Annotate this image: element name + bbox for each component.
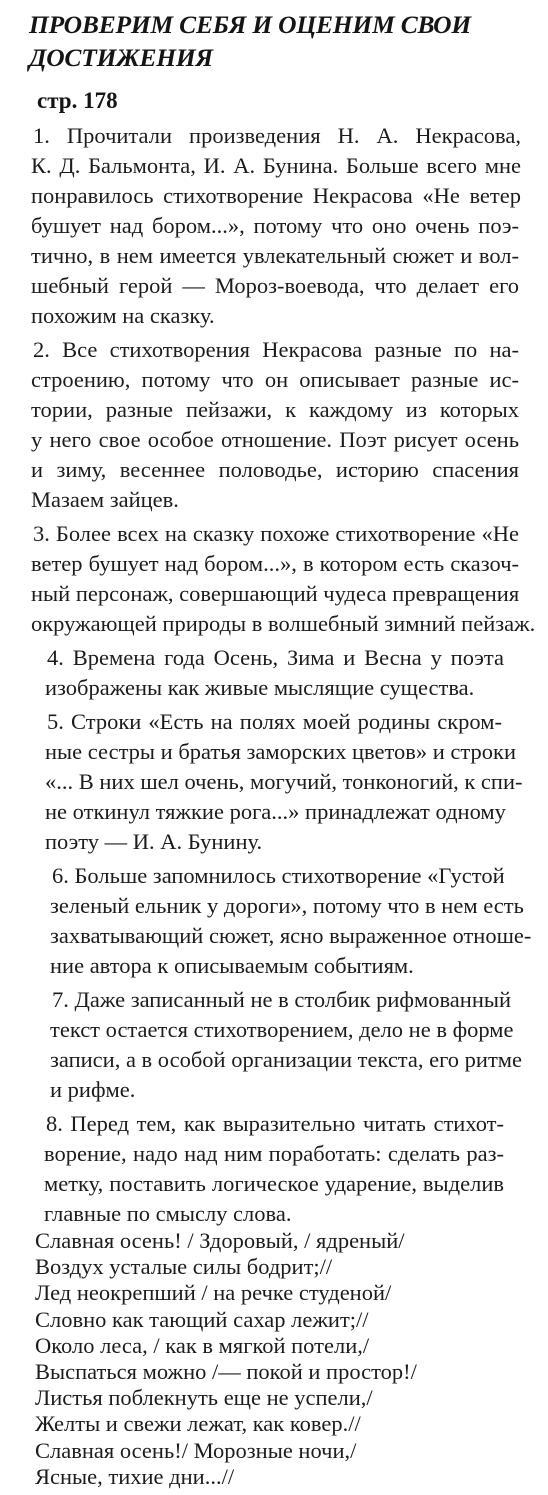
text-line: 3. Более всех на сказку похоже стихотворение «Не bbox=[33, 521, 519, 546]
text-line: 6. Больше запомнилось стихотворение «Густой bbox=[52, 863, 505, 888]
text-line: 2. Все стихотворения Некрасова разные по на- bbox=[33, 337, 519, 362]
text-line: ные сестры и братья заморских цветов» и строки bbox=[45, 739, 516, 764]
poem-line: Ясные, тихие дни...// bbox=[35, 1463, 235, 1489]
text-line: 8. Перед тем, как выразительно читать стихот- bbox=[46, 1111, 504, 1136]
text-line: ворение, надо над ним поработать: сделать раз- bbox=[44, 1141, 504, 1166]
text-line: К. Д. Бальмонта, И. А. Бунина. Больше всего мне bbox=[31, 153, 521, 178]
text-line: главные по смыслу слова. bbox=[44, 1201, 292, 1226]
text-line: 7. Даже записанный не в столбик рифмованный bbox=[52, 987, 512, 1012]
text-line: зеленый ельник у дороги», потому что в нем есть bbox=[50, 893, 524, 918]
text-line: текст остается стихотворением, дело не в форме bbox=[50, 1017, 514, 1042]
text-line: шебный герой — Мороз-воевода, что делает его bbox=[31, 273, 519, 298]
text-line: Мазаем зайцев. bbox=[31, 487, 179, 512]
text-line: метку, поставить логическое ударение, выделив bbox=[44, 1171, 504, 1196]
text-line: захватывающий сюжет, ясно выраженное отноше- bbox=[50, 923, 532, 948]
title-line-2: ДОСТИЖЕНИЯ bbox=[29, 43, 213, 72]
poem-line: Славная осень!/ Морозные ночи,/ bbox=[35, 1437, 357, 1463]
poem-line: Желты и свежи лежат, как ковер.// bbox=[35, 1411, 361, 1437]
page-reference: стр. 178 bbox=[37, 88, 118, 113]
title-line-1: ПРОВЕРИМ СЕБЯ И ОЦЕНИМ СВОИ bbox=[29, 10, 471, 39]
text-line: ветер бушует над бором...», в котором есть сказоч- bbox=[31, 551, 519, 576]
text-line: ние автора к описываемым событиям. bbox=[50, 953, 414, 978]
text-line: ный персонаж, совершающий чудеса превращения bbox=[31, 581, 520, 606]
text-line: записи, а в особой организации текста, его ритме bbox=[50, 1047, 523, 1072]
text-line: бушует над бором...», потому что оно очень поэ- bbox=[31, 213, 519, 238]
text-line: строению, потому что он описывает разные ис- bbox=[31, 367, 519, 392]
poem-line: Славная осень! / Здоровый, / ядреный/ bbox=[35, 1228, 405, 1253]
section-title bbox=[29, 8, 534, 74]
text-line: не откинул тяжкие рога...» принадлежат одному bbox=[45, 799, 506, 824]
text-line: похожим на сказку. bbox=[31, 303, 215, 328]
text-line: окружающей природы в волшебный зимний пейзаж. bbox=[31, 611, 536, 636]
text-line: поэту — И. А. Бунину. bbox=[45, 829, 263, 854]
text-line: «... В них шел очень, могучий, тонконогий, к спи- bbox=[45, 769, 523, 794]
text-line: изображены как живые мыслящие существа. bbox=[45, 675, 475, 700]
poem-line: Листья поблекнуть еще не успели,/ bbox=[35, 1385, 373, 1411]
text-line: и зиму, весеннее половодье, историю спасения bbox=[31, 457, 519, 482]
text-line: тории, разные пейзажи, к каждому из которых bbox=[31, 397, 519, 422]
poem-line: Воздух усталые силы бодрит;// bbox=[35, 1254, 333, 1280]
text-line: 5. Строки «Есть на полях моей родины скром- bbox=[47, 709, 502, 734]
text-line: 1. Прочитали произведения Н. А. Некрасова, bbox=[33, 123, 521, 148]
poem-line: Выспаться можно /— покой и простор!/ bbox=[35, 1359, 417, 1384]
poem-line: Словно как тающий сахар лежит;// bbox=[35, 1306, 369, 1332]
text-line: тично, в нем имеется увлекательный сюжет и вол- bbox=[31, 243, 519, 268]
text-line: и рифме. bbox=[50, 1077, 136, 1102]
poem-line: Лед неокрепший / на речке студеной/ bbox=[35, 1280, 392, 1306]
text-line: понравилось стихотворение Некрасова «Не ветер bbox=[31, 183, 521, 208]
poem-line: Около леса, / как в мягкой потели,/ bbox=[35, 1332, 370, 1358]
text-line: у него свое особое отношение. Поэт рисует осень bbox=[31, 427, 519, 452]
text-line: 4. Времена года Осень, Зима и Весна у поэта bbox=[47, 645, 504, 670]
